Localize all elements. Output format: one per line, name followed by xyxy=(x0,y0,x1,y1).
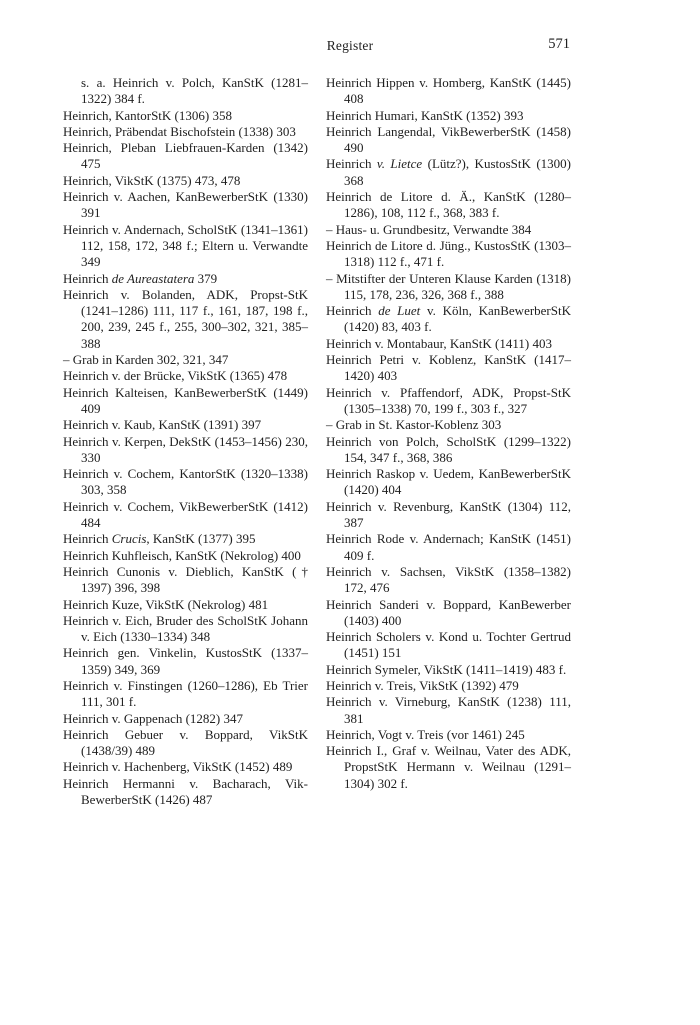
index-entry: Heinrich, VikStK (1375) 473, 478 xyxy=(63,172,241,188)
index-entry xyxy=(326,156,571,189)
index-entry: Heinrich Langendal, VikBewerberStK (1458) 490 xyxy=(326,123,571,156)
entry-text: Heinrich xyxy=(63,531,112,547)
index-entry: Heinrich Scholers v. Kond u. Tochter Gertrud (1451) 151 xyxy=(326,629,571,661)
index-entry: – Mitstifter der Unteren Klause Karden (1318) 115, 178, 236, 326, 368 f., 388 xyxy=(326,270,571,302)
entry-text: Heinrich xyxy=(63,270,112,286)
index-entry: Heinrich Raskop v. Uedem, KanBewerberStK (1420) 404 xyxy=(326,466,571,498)
entry-text: 379 xyxy=(194,270,218,286)
index-entry: Heinrich v. Kerpen, DekStK (1453–1456) 230, 330 xyxy=(63,433,308,465)
index-entry: Heinrich Gebuer v. Boppard, VikStK (1438/39) 489 xyxy=(63,726,308,759)
index-entry: Heinrich gen. Vinkelin, KustosStK (1337–1359) 349, 369 xyxy=(63,645,308,677)
index-entry: Heinrich Petri v. Koblenz, KanStK (1417–1420) 403 xyxy=(326,352,571,384)
index-entry: Heinrich v. Aachen, KanBewerberStK (1330) 391 xyxy=(63,189,308,221)
index-entry: Heinrich v. Finstingen (1260–1286), Eb Trier 111, 301 f. xyxy=(63,677,308,710)
index-column-right xyxy=(326,75,571,792)
index-entry: Heinrich, Präbendat Bischofstein (1338) 303 xyxy=(63,123,296,139)
index-entry: Heinrich v. Sachsen, VikStK (1358–1382) 172, 476 xyxy=(326,563,571,596)
index-entry: – Grab in Karden 302, 321, 347 xyxy=(63,352,229,368)
index-entry: Heinrich Sanderi v. Boppard, KanBewerber (1403) 400 xyxy=(326,596,571,628)
index-entry: Heinrich v. Bolanden, ADK, Propst-StK (1241–1286) 111, 117 f., 161, 187, 198 f., 200, 239, 245 f., 255, 300–302, 321, 385–388 xyxy=(63,286,308,351)
index-entry: Heinrich Rode v. Andernach; KanStK (1451) 409 f. xyxy=(326,531,571,563)
index-entry: Heinrich v. Treis, VikStK (1392) 479 xyxy=(326,677,519,693)
index-entry: Heinrich Kuze, VikStK (Nekrolog) 481 xyxy=(63,596,269,612)
index-entry: Heinrich v. Andernach, ScholStK (1341–1361) 112, 158, 172, 348 f.; Eltern u. Verwandte 349 xyxy=(63,221,308,270)
index-entry: Heinrich v. Revenburg, KanStK (1304) 112, 387 xyxy=(326,498,571,531)
index-entry xyxy=(63,271,308,287)
index-entry: Heinrich von Polch, ScholStK (1299–1322) 154, 347 f., 368, 386 xyxy=(326,433,571,465)
index-entry: Heinrich Humari, KanStK (1352) 393 xyxy=(326,107,524,123)
entry-text: Heinrich xyxy=(326,303,379,319)
index-entry: Heinrich v. der Brücke, VikStK (1365) 478 xyxy=(63,368,288,384)
index-entry: Heinrich v. Kaub, KanStK (1391) 397 xyxy=(63,417,262,433)
page-number: 571 xyxy=(548,36,570,52)
index-entry: – Haus- u. Grundbesitz, Verwandte 384 xyxy=(326,221,532,237)
index-entry: Heinrich, KantorStK (1306) 358 xyxy=(63,107,232,123)
index-entry xyxy=(326,303,571,336)
entry-italic-name: v. Lietce xyxy=(376,156,423,172)
entry-text: Heinrich xyxy=(326,156,377,172)
entry-italic-name: de Aureastatera xyxy=(111,270,195,286)
index-column-left xyxy=(63,75,308,808)
index-entry: Heinrich I., Graf v. Weilnau, Vater des ADK, PropstStK Hermann v. Weilnau (1291–1304) 302 f. xyxy=(326,743,571,791)
index-entry: Heinrich v. Pfaffendorf, ADK, Propst-StK (1305–1338) 70, 199 f., 303 f., 327 xyxy=(326,384,571,416)
index-entry: – Grab in St. Kastor-Koblenz 303 xyxy=(326,417,502,433)
entry-italic-name: de Luet xyxy=(378,303,421,319)
entry-text: , KanStK (1377) 395 xyxy=(146,531,256,547)
index-entry: Heinrich Kalteisen, KanBewerberStK (1449) 409 xyxy=(63,384,308,416)
index-entry: Heinrich de Litore d. Jüng., KustosStK (1303–1318) 112 f., 471 f. xyxy=(326,237,571,270)
entry-text: (Lütz?), KustosStK (1300) 368 xyxy=(344,156,571,188)
index-entry: Heinrich v. Eich, Bruder des ScholStK Johann v. Eich (1330–1334) 348 xyxy=(63,612,308,645)
index-entry: Heinrich Symeler, VikStK (1411–1419) 483 f. xyxy=(326,661,567,677)
index-entry: Heinrich v. Montabaur, KanStK (1411) 403 xyxy=(326,335,552,351)
index-entry: Heinrich Kuhfleisch, KanStK (Nekrolog) 400 xyxy=(63,547,301,563)
index-entry: Heinrich v. Cochem, VikBewerberStK (1412) 484 xyxy=(63,498,308,531)
index-entry: Heinrich de Litore d. Ä., KanStK (1280–1286), 108, 112 f., 368, 383 f. xyxy=(326,189,571,221)
entry-italic-name: Crucis xyxy=(111,531,147,547)
index-entry: Heinrich Hippen v. Homberg, KanStK (1445) 408 xyxy=(326,75,571,107)
entry-text: v. Köln, KanBewerberStK (1420) 83, 403 f. xyxy=(344,303,571,335)
index-entry: Heinrich, Pleban Liebfrauen-Karden (1342) 475 xyxy=(63,140,308,172)
running-title: Register xyxy=(326,38,374,53)
index-entry: Heinrich, Vogt v. Treis (vor 1461) 245 xyxy=(326,726,525,742)
index-entry xyxy=(63,531,308,547)
index-entry: Heinrich v. Gappenach (1282) 347 xyxy=(63,710,244,726)
index-entry: s. a. Heinrich v. Polch, KanStK (1281–1322) 384 f. xyxy=(81,75,308,107)
index-entry: Heinrich v. Hachenberg, VikStK (1452) 489 xyxy=(63,759,293,775)
index-entry: Heinrich Hermanni v. Bacharach, Vik-BewerberStK (1426) 487 xyxy=(63,775,308,808)
index-entry: Heinrich v. Virneburg, KanStK (1238) 111, 381 xyxy=(326,694,571,726)
index-entry: Heinrich v. Cochem, KantorStK (1320–1338) 303, 358 xyxy=(63,466,308,498)
index-entry: Heinrich Cunonis v. Dieblich, KanStK († 1397) 396, 398 xyxy=(63,563,308,596)
